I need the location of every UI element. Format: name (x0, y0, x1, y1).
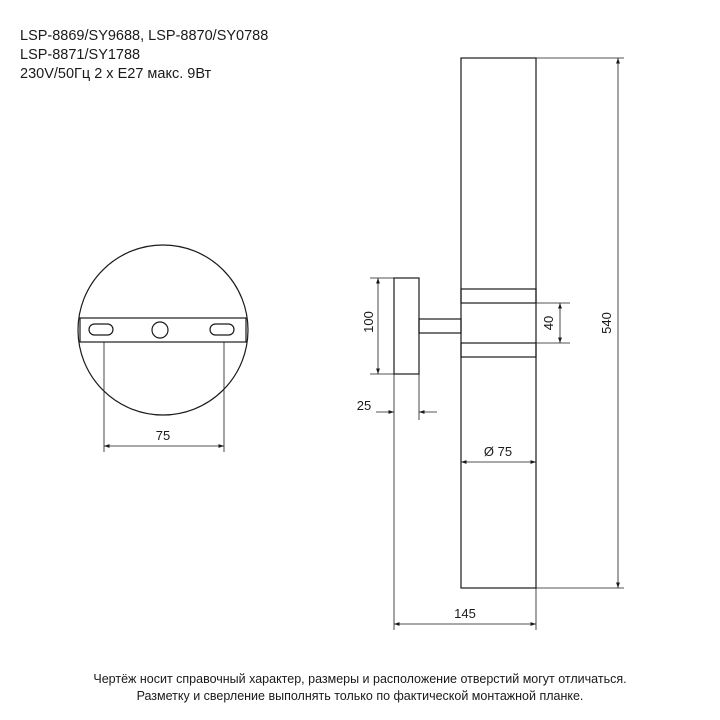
mounting-slot-right (210, 324, 234, 335)
dim-shade-diameter-label: Ø 75 (483, 444, 513, 459)
disclaimer-line-2: Разметку и сверление выполнять только по фактической монтажной планке. (136, 689, 584, 703)
center-ring-top (461, 289, 536, 303)
wall-base (394, 278, 419, 374)
power-specs: 230V/50Гц 2 x E27 макс. 9Вт (20, 66, 212, 82)
mounting-plate-circle (78, 245, 248, 415)
dim-base-height-label: 100 (361, 311, 376, 333)
dim-plate-width-label: 75 (155, 428, 171, 443)
center-screw-hole (152, 322, 168, 338)
connecting-arm (419, 319, 461, 333)
dim-total-depth-label: 145 (454, 606, 476, 621)
dim-total-depth (394, 420, 536, 630)
lamp-side-view (394, 58, 536, 588)
disclaimer-line-1: Чертёж носит справочный характер, размеры и расположение отверстий могут отличаться. (93, 672, 627, 686)
mounting-slot-left (89, 324, 113, 335)
dim-base-depth-label: 25 (356, 398, 372, 413)
lamp-shade (461, 58, 536, 588)
center-ring-bottom (461, 343, 536, 357)
mounting-plate-front-view (78, 245, 248, 415)
dim-total-height-label: 540 (599, 312, 614, 334)
dim-ring-spacing-label: 40 (541, 315, 556, 331)
model-line-1: LSP-8869/SY9688, LSP-8870/SY0788 (20, 28, 269, 44)
model-line-2: LSP-8871/SY1788 (20, 47, 141, 63)
dim-base-depth (376, 374, 437, 420)
mounting-bracket-bar (80, 318, 246, 342)
